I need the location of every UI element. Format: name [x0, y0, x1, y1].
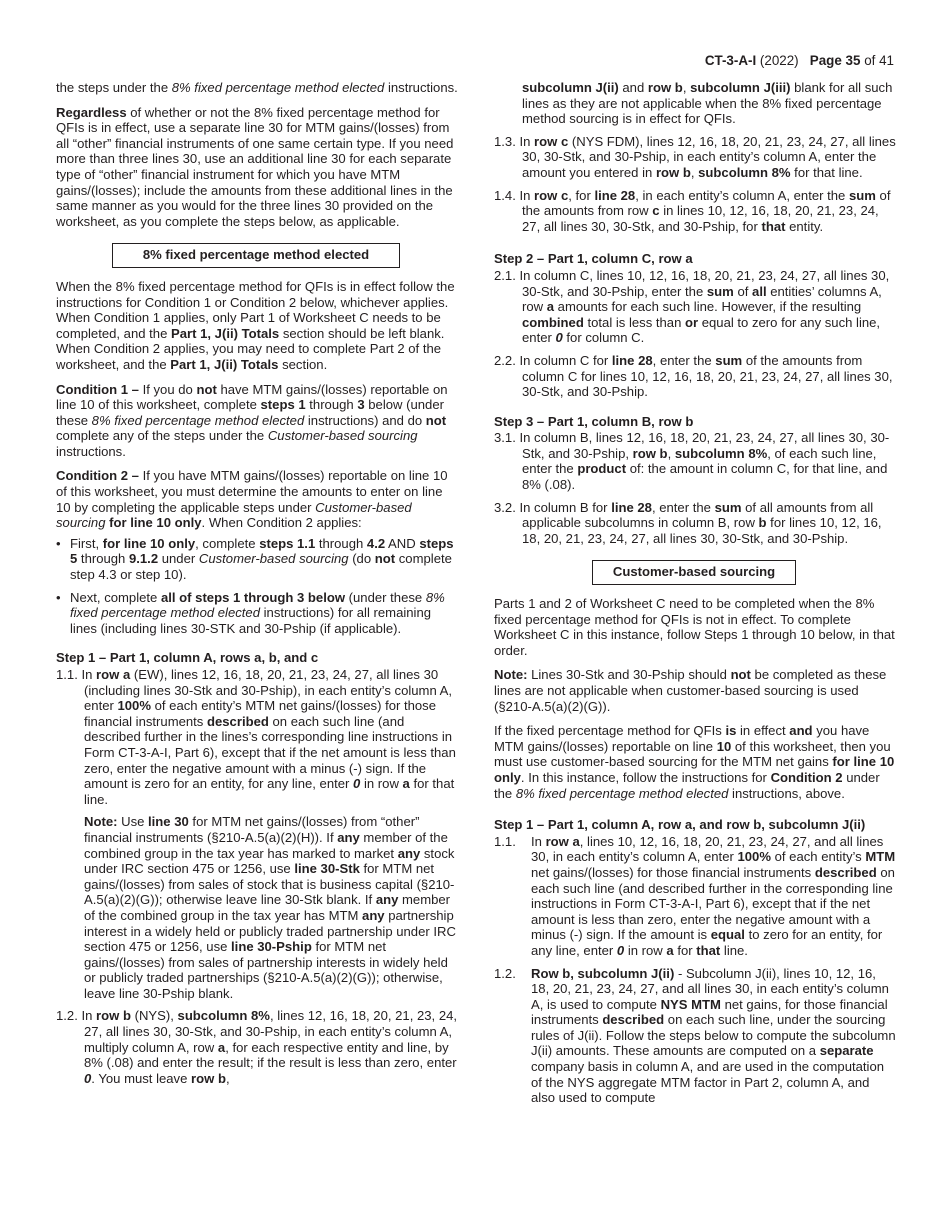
form-number: CT-3-A-I	[704, 53, 757, 68]
page-total: 41	[879, 53, 894, 68]
left-column	[56, 80, 458, 1093]
bullet-next: • Next, complete all of steps 1 through 3 below (under these 8% fixed percentage method elected instructions) for all remaining lines (including lines 30-STK and 30-Pship (if applicable).	[56, 590, 458, 637]
condition-1-paragraph: Condition 1 – If you do not have MTM gains/(losses) reportable on line 10 of this worksheet, complete steps 1 through 3 below (under these 8% fixed percentage method elected instructions) and do not complete any of the steps under the Customer-based sourcing instructions.	[56, 381, 448, 459]
step-3-1: 3.1. In column B, lines 12, 16, 18, 20, 21, 23, 24, 27, all lines 30, 30-Stk, and 30-Pship, row b, subcolumn 8%, of each such line, enter the product of: the amount in column C, for that line, and 8% (.08).	[494, 430, 890, 493]
customer-based-intro: Parts 1 and 2 of Worksheet C need to be completed when the 8% fixed percentage method for QFIs is not in effect. To complete Worksheet C in this instance, follow Steps 1 through 10 below, in that order.	[494, 596, 895, 658]
regardless-paragraph: Regardless of whether or not the 8% fixed percentage method for QFIs is in effect, use a separate line 30 for MTM gains/(losses) from all “other” financial instruments of one same certain type. If you need more than three lines 30, use an additional line 30 for each separate type of “other” financial instrument for which you have MTM gains/(losses); include the amounts from these additional lines in the same manner as you would for the three lines 30 provided on the worksheet, as you complete the steps below, as applicable.	[56, 104, 454, 229]
step-2-1: 2.1. In column C, lines 10, 12, 16, 18, 20, 21, 23, 24, 27, all lines 30, 30-Stk, and 30-Pship, enter the sum of all entities’ columns A, row a amounts for each such line. However, if the resulting combined total is less than or equal to zero for any such line, enter 0 for column C.	[494, 267, 890, 346]
step-1-2: 1.2. In row b (NYS), subcolumn 8%, lines 12, 16, 18, 20, 21, 23, 24, 27, all lines 30, 30-Stk, and 30-Pship, in each entity’s column A, multiply column A, row a, for each respective entity and line, by 8% (.08) and enter the result; if the result is less than zero, enter 0. You must leave row b,	[56, 1008, 458, 1086]
bullet-first: • First, for line 10 only, complete steps 1.1 through 4.2 AND steps 5 through 9.1.2 under Customer-based sourcing (do not complete step 4.3 or step 10).	[56, 536, 458, 583]
right-column	[494, 80, 896, 1113]
step-1-3: 1.3. In row c (NYS FDM), lines 12, 16, 18, 20, 21, 23, 24, 27, all lines 30, 30-Stk, and 30-Pship, in each entity’s column A, enter the amount you entered in row b, subcolumn 8% for that line.	[494, 133, 896, 180]
condition-2-paragraph: Condition 2 – If you have MTM gains/(losses) reportable on line 10 of this worksheet, you must determine the amounts to enter on line 10 by completing the applicable steps under Customer-based sourcing for line 10 only. When Condition 2 applies:	[56, 468, 448, 531]
step-1-2-continued: subcolumn J(ii) and row b, subcolumn J(iii) blank for all such lines as they are not applicable when the 8% fixed percentage method sourcing is in effect for QFIs.	[522, 80, 893, 127]
step-1-heading: Step 1 – Part 1, column A, rows a, b, and c	[56, 650, 319, 666]
step-1-1-note: Note: Use line 30 for MTM net gains/(losses) from “other” financial instruments (§210-A.5(a)(2)(H)). If any member of the combined group in the tax year has marked to market any stock under IRC section 475 or 1256, use line 30-Stk for MTM net gains/(losses) from sales of stock that is business capital (§210-A.5(a)(2)(G)); otherwise leave line 30-Stk blank. If any member of the combined group in the tax year has MTM any partnership interest in a widely held or publicly traded partnership under IRC section 475 or 1256, use line 30-Pship for MTM net gains/(losses) from sales of partnership interests in widely held or publicly traded partnerships (§210-A.5(a)(2)(G)); otherwise, leave line 30-Pship blank.	[84, 814, 456, 1001]
step-1-1: 1.1. In row a (EW), lines 12, 16, 18, 20, 21, 23, 24, 27, all lines 30 (including lines 30-Stk and 30-Pship), in each entity’s column A, enter 100% of each entity’s MTM net gains/(losses) for those financial instruments described on each such line (and described further in the lines’s corresponding line instructions in Form CT-3-A-I, Part 6), except that if the net amount is less than zero, enter the negative amount with a minus (-) sign. If the amount is zero for an entity, for any line, enter 0 in row a for that line.	[56, 667, 456, 807]
when-paragraph: When the 8% fixed percentage method for QFIs is in effect follow the instructions for Condition 1 or Condition 2 below, whichever applies. When Condition 1 applies, only Part 1 of Worksheet C needs to be completed, and the Part 1, J(ii) Totals section should be left blank. When Condition 2 applies, you may need to complete Part 2 of the worksheet, and the Part 1, J(ii) Totals section.	[56, 278, 455, 372]
fixed-percentage-paragraph: If the fixed percentage method for QFIs is in effect and you have MTM gains/(losses) reportable on line 10 of this worksheet, then you must use customer-based sourcing for the MTM net gains for line 10 only. In this instance, follow the instructions for Condition 2 under the 8% fixed percentage method elected instructions, above.	[494, 723, 895, 801]
step-1-4: 1.4. In row c, for line 28, in each entity’s column A, enter the sum of the amounts from row c in lines 10, 12, 16, 18, 20, 21, 23, 24, 27, all lines 30, 30-Stk, and 30-Pship, for that entity.	[494, 187, 891, 234]
section-title-8pct: 8% fixed percentage method elected	[112, 243, 400, 268]
page-header: CT-3-A-I (2022) Page 35 of 41	[704, 53, 894, 68]
intro-paragraph: the steps under the 8% fixed percentage method elected instructions.	[56, 80, 458, 95]
step-3-heading: Step 3 – Part 1, column B, row b	[494, 413, 694, 429]
step-2-2: 2.2. In column C for line 28, enter the sum of the amounts from column C for lines 10, 12, 16, 18, 20, 21, 23, 24, 27, all lines 30, 30-Stk, and 30-Pship.	[494, 352, 893, 400]
page-number: 35	[845, 53, 861, 68]
customer-step-1-heading: Step 1 – Part 1, column A, row a, and row b, subcolumn J(ii)	[494, 817, 866, 833]
customer-based-note: Note: Lines 30-Stk and 30-Pship should not be completed as these lines are not applicable when customer-based sourcing is used (§210-A.5(a)(2)(G)).	[494, 667, 887, 714]
step-3-2: 3.2. In column B for line 28, enter the sum of all amounts from all applicable subcolumns in column B, row b for lines 10, 12, 16, 18, 20, 21, 23, 24, 27, all lines 30, 30-Stk, and 30-Pship.	[494, 499, 882, 546]
customer-step-1-1: 1.1. In row a, lines 10, 12, 16, 18, 20, 21, 23, 24, 27, and all lines 30, in each entity’s column A, enter 100% of each entity’s MTM net gains/(losses) for those financial instruments described on each such line (and described further in the corresponding line instructions in Form CT-3-A-I, Part 6), except that if the net amount is less than zero, enter the negative amount with a minus (-) sign. If the amount is equal to zero for an entity, for any line, enter 0 in row a for that line.	[494, 833, 896, 958]
section-title-customer-based: Customer-based sourcing	[592, 560, 796, 585]
form-year: (2022)	[759, 53, 799, 68]
customer-step-1-2: 1.2. Row b, subcolumn J(ii) - Subcolumn J(ii), lines 10, 12, 16, 18, 20, 21, 23, 24, 27, and all lines 30, in each entity’s column A, is used to compute NYS MTM net gains, for those financial instruments described on each such line, under the sourcing rules of J(ii). Follow the steps below to compute the subcolumn J(ii) amounts. These amounts are computed on a separate company basis in column A, and are used in the computation of the NYS aggregate MTM factor in Part 2, column A, and also used to compute	[494, 965, 896, 1106]
step-2-heading: Step 2 – Part 1, column C, row a	[494, 251, 693, 267]
